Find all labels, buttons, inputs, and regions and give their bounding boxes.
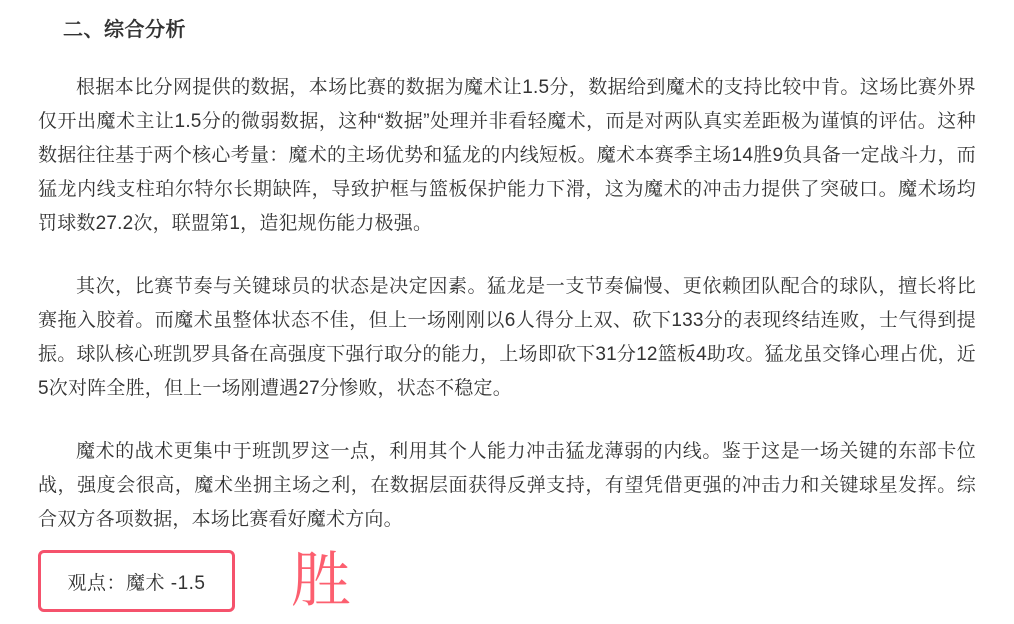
section-heading: 二、综合分析 <box>63 19 186 41</box>
paragraph-conclusion: 魔术的战术更集中于班凯罗这一点，利用其个人能力冲击猛龙薄弱的内线。鉴于这是一场关键的东部卡位战，强度会很高，魔术坐拥主场之利，在数据层面获得反弹支持，有望凭借更强的冲击力和关键球星发挥。综合双方各项数据，本场比赛看好魔术方向。 <box>38 441 976 530</box>
verdict-row <box>38 547 976 614</box>
verdict-box <box>38 550 235 612</box>
paragraph-pace-players: 其次，比赛节奏与关键球员的状态是决定因素。猛龙是一支节奏偏慢、更依赖团队配合的球队，擅长将比赛拖入胶着。而魔术虽整体状态不佳，但上一场刚刚以6人得分上双、砍下133分的表现终结连败，士气得到提振。球队核心班凯罗具备在高强度下强行取分的能力，上场即砍下31分12篮板4助攻。猛龙虽交锋心理占优，近5次对阵全胜，但上一场刚遭遇27分惨败，状态不稳定。 <box>38 276 976 399</box>
verdict-label: 观点：魔术 -1.5 <box>67 572 206 594</box>
result-stamp: 胜 <box>291 547 351 614</box>
paragraph-data-analysis: 根据本比分网提供的数据，本场比赛的数据为魔术让1.5分，数据给到魔术的支持比较中肯。这场比赛外界仅开出魔术主让1.5分的微弱数据，这种“数据”处理并非看轻魔术，而是对两队真实差距极为谨慎的评估。这种数据往往基于两个核心考量：魔术的主场优势和猛龙的内线短板。魔术本赛季主场14胜9负具备一定战斗力，而猛龙内线支柱珀尔特尔长期缺阵，导致护框与篮板保护能力下滑，这为魔术的冲击力提供了突破口。魔术场均罚球数27.2次，联盟第1，造犯规伤能力极强。 <box>38 77 976 234</box>
